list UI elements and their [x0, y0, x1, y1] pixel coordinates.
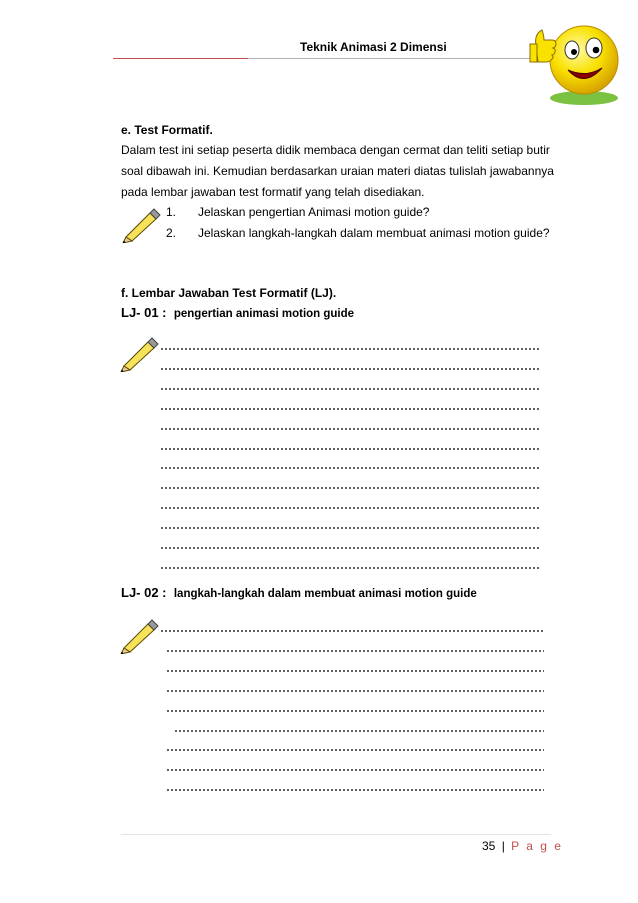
answer-line[interactable]: [160, 567, 540, 569]
page-footer: [482, 839, 563, 853]
paragraph-line: Dalam test ini setiap peserta didik membaca dengan cermat dan teliti setiap butir: [121, 143, 550, 157]
pencil-icon: [118, 334, 160, 372]
answer-line[interactable]: [160, 388, 540, 390]
answer-line[interactable]: [160, 428, 540, 430]
answer-line[interactable]: [174, 730, 544, 732]
header-rule: [248, 58, 538, 59]
answer-line[interactable]: [166, 650, 544, 652]
pencil-icon: [118, 616, 160, 654]
lj02-title: langkah-langkah dalam membuat animasi motion guide: [173, 588, 477, 600]
question-text: Jelaskan langkah-langkah dalam membuat animasi motion guide?: [198, 226, 550, 240]
page-number: 35: [482, 839, 496, 853]
answer-line[interactable]: [166, 789, 544, 791]
smiley-thumbs-up-icon: [528, 12, 628, 108]
answer-line[interactable]: [160, 487, 540, 489]
header-rule-accent: [113, 58, 248, 59]
answer-line[interactable]: [160, 547, 540, 549]
paragraph-line: pada lembar jawaban test formatif yang telah disediakan.: [121, 185, 425, 199]
answer-line[interactable]: [166, 670, 544, 672]
answer-line[interactable]: [160, 448, 540, 450]
footer-rule: [121, 834, 551, 835]
answer-line[interactable]: [160, 467, 540, 469]
question-number: 2.: [166, 226, 177, 240]
answer-line[interactable]: [166, 710, 544, 712]
answer-line[interactable]: [160, 507, 540, 509]
answer-line[interactable]: [166, 749, 544, 751]
question-number: 1.: [166, 205, 177, 219]
lj02-code: LJ- 02 :: [121, 585, 167, 600]
lj01-title: pengertian animasi motion guide: [173, 308, 355, 320]
answer-line[interactable]: [166, 690, 544, 692]
answer-line[interactable]: [160, 368, 540, 370]
answer-line[interactable]: [160, 527, 540, 529]
section-e-heading: e. Test Formatif.: [121, 123, 213, 137]
question-text: Jelaskan pengertian Animasi motion guide?: [198, 205, 430, 219]
answer-line[interactable]: [166, 769, 544, 771]
document-header-title: Teknik Animasi 2 Dimensi: [300, 40, 447, 54]
lj02-heading: [121, 585, 477, 600]
footer-separator: |: [501, 839, 505, 853]
page-label: P a g e: [511, 839, 563, 853]
section-f-heading: f. Lembar Jawaban Test Formatif (LJ).: [121, 286, 337, 300]
answer-line[interactable]: [160, 630, 544, 632]
pencil-icon: [120, 205, 162, 243]
answer-line[interactable]: [160, 408, 540, 410]
answer-line[interactable]: [160, 348, 540, 350]
paragraph-line: soal dibawah ini. Kemudian berdasarkan uraian materi diatas tulislah jawabannya: [121, 164, 554, 178]
lj01-code: LJ- 01 :: [121, 305, 167, 320]
lj01-heading: [121, 305, 354, 320]
